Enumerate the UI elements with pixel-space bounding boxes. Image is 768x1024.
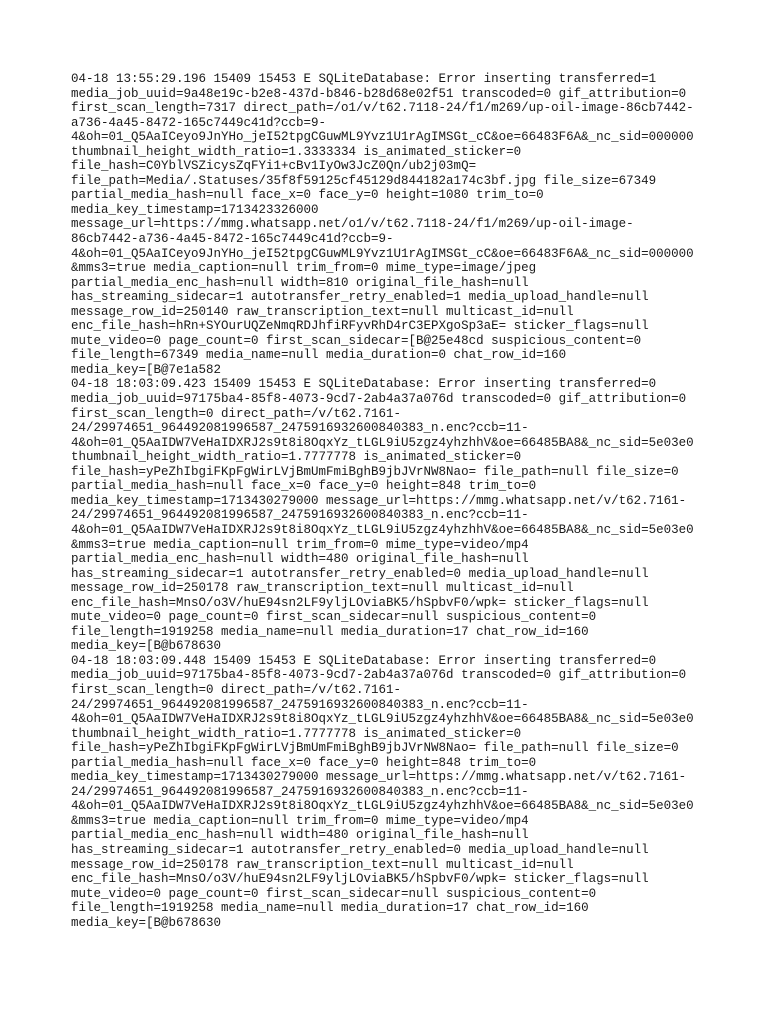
log-line: 24/29974651_964492081996587_2475916932600840383_n.enc?ccb=11- xyxy=(71,421,529,436)
log-line: file_length=67349 media_name=null media_duration=0 chat_row_id=160 xyxy=(71,348,567,363)
log-line: first_scan_length=0 direct_path=/v/t62.7161- xyxy=(71,682,402,697)
log-line: media_key_timestamp=1713430279000 message_url=https://mmg.whatsapp.net/v/t62.7161- xyxy=(71,493,687,508)
log-line: 4&oh=01_Q5AaICeyo9JnYHo_jeI52tpgCGuwML9Yvz1U1rAgIMSGt_cC&oe=66483F6A&_nc_sid=000000 xyxy=(71,246,694,261)
log-line: thumbnail_height_width_ratio=1.3333334 is_animated_sticker=0 xyxy=(71,144,522,159)
log-line: thumbnail_height_width_ratio=1.7777778 is_animated_sticker=0 xyxy=(71,726,522,741)
log-line: 4&oh=01_Q5AaIDW7VeHaIDXRJ2s9t8i8OqxYz_tLGL9iU5zgz4yhzhhV&oe=66485BA8&_nc_sid=5e03e0 xyxy=(71,799,694,814)
log-line: file_hash=yPeZhIbgiFKpFgWirLVjBmUmFmiBghB9jbJVrNW8Nao= file_path=null file_size=0 xyxy=(71,741,679,756)
log-line: partial_media_enc_hash=null width=810 original_file_hash=null xyxy=(71,275,529,290)
log-line: media_key=[B@b678630 xyxy=(71,639,222,654)
log-line: message_row_id=250178 raw_transcription_text=null multicast_id=null xyxy=(71,857,574,872)
log-line: message_row_id=250140 raw_transcription_text=null multicast_id=null xyxy=(71,304,574,319)
log-line: 86cb7442-a736-4a45-8472-165c7449c41d?ccb=9- xyxy=(71,232,394,247)
log-line: &mms3=true media_caption=null trim_from=0 mime_type=image/jpeg xyxy=(71,261,537,276)
log-line: media_job_uuid=97175ba4-85f8-4073-9cd7-2ab4a37a076d transcoded=0 gif_attribution=0 xyxy=(71,668,687,683)
log-line: media_key=[B@b678630 xyxy=(71,915,222,930)
log-line: partial_media_hash=null face_x=0 face_y=0 height=1080 trim_to=0 xyxy=(71,188,544,203)
log-line: &mms3=true media_caption=null trim_from=0 mime_type=video/mp4 xyxy=(71,813,529,828)
log-line: enc_file_hash=hRn+SYOurUQZeNmqRDJhfiRFyvRhD4rC3EPXgoSp3aE= sticker_flags=null xyxy=(71,319,649,334)
log-line: thumbnail_height_width_ratio=1.7777778 is_animated_sticker=0 xyxy=(71,450,522,465)
log-line: 24/29974651_964492081996587_2475916932600840383_n.enc?ccb=11- xyxy=(71,697,529,712)
log-line: media_key=[B@7e1a582 xyxy=(71,362,222,377)
log-line: 04-18 13:55:29.196 15409 15453 E SQLiteDatabase: Error inserting transferred=1 xyxy=(71,72,657,86)
log-line: media_key_timestamp=1713423326000 xyxy=(71,202,319,217)
log-line: &mms3=true media_caption=null trim_from=0 mime_type=video/mp4 xyxy=(71,537,529,552)
log-line: 4&oh=01_Q5AaICeyo9JnYHo_jeI52tpgCGuwML9Yvz1U1rAgIMSGt_cC&oe=66483F6A&_nc_sid=000000 xyxy=(71,130,694,145)
log-line: enc_file_hash=MnsO/o3V/huE94sn2LF9yljLOviaBK5/hSpbvF0/wpk= sticker_flags=null xyxy=(71,595,649,610)
log-line: first_scan_length=7317 direct_path=/o1/v/t62.7118-24/f1/m269/up-oil-image-86cb7442- xyxy=(71,101,694,116)
log-document xyxy=(71,72,761,930)
log-line: mute_video=0 page_count=0 first_scan_sidecar=null suspicious_content=0 xyxy=(71,886,597,901)
log-line: message_row_id=250178 raw_transcription_text=null multicast_id=null xyxy=(71,581,574,596)
log-line: file_path=Media/.Statuses/35f8f59125cf45129d844182a174c3bf.jpg file_size=67349 xyxy=(71,173,657,188)
log-line: file_hash=yPeZhIbgiFKpFgWirLVjBmUmFmiBghB9jbJVrNW8Nao= file_path=null file_size=0 xyxy=(71,464,679,479)
log-line: 24/29974651_964492081996587_2475916932600840383_n.enc?ccb=11- xyxy=(71,508,529,523)
log-line: file_length=1919258 media_name=null media_duration=17 chat_row_id=160 xyxy=(71,901,589,916)
log-line: 24/29974651_964492081996587_2475916932600840383_n.enc?ccb=11- xyxy=(71,784,529,799)
log-line: first_scan_length=0 direct_path=/v/t62.7161- xyxy=(71,406,402,421)
log-line: has_streaming_sidecar=1 autotransfer_retry_enabled=0 media_upload_handle=null xyxy=(71,842,649,857)
log-line: partial_media_hash=null face_x=0 face_y=0 height=848 trim_to=0 xyxy=(71,479,537,494)
log-line: has_streaming_sidecar=1 autotransfer_retry_enabled=0 media_upload_handle=null xyxy=(71,566,649,581)
log-line: a736-4a45-8472-165c7449c41d?ccb=9- xyxy=(71,115,327,130)
log-line: media_key_timestamp=1713430279000 message_url=https://mmg.whatsapp.net/v/t62.7161- xyxy=(71,770,687,785)
log-line: partial_media_enc_hash=null width=480 original_file_hash=null xyxy=(71,552,529,567)
log-line: media_job_uuid=9a48e19c-b2e8-437d-b846-b28d68e02f51 transcoded=0 gif_attribution=0 xyxy=(71,86,687,101)
log-line: partial_media_enc_hash=null width=480 original_file_hash=null xyxy=(71,828,529,843)
log-line: 4&oh=01_Q5AaIDW7VeHaIDXRJ2s9t8i8OqxYz_tLGL9iU5zgz4yhzhhV&oe=66485BA8&_nc_sid=5e03e0 xyxy=(71,712,694,727)
log-line: enc_file_hash=MnsO/o3V/huE94sn2LF9yljLOviaBK5/hSpbvF0/wpk= sticker_flags=null xyxy=(71,872,649,887)
log-line: 04-18 18:03:09.423 15409 15453 E SQLiteDatabase: Error inserting transferred=0 xyxy=(71,377,657,392)
log-line: 4&oh=01_Q5AaIDW7VeHaIDXRJ2s9t8i8OqxYz_tLGL9iU5zgz4yhzhhV&oe=66485BA8&_nc_sid=5e03e0 xyxy=(71,522,694,537)
log-line: mute_video=0 page_count=0 first_scan_sidecar=[B@25e48cd suspicious_content=0 xyxy=(71,333,642,348)
log-line: mute_video=0 page_count=0 first_scan_sidecar=null suspicious_content=0 xyxy=(71,610,597,625)
log-line: 04-18 18:03:09.448 15409 15453 E SQLiteDatabase: Error inserting transferred=0 xyxy=(71,653,657,668)
log-line: 4&oh=01_Q5AaIDW7VeHaIDXRJ2s9t8i8OqxYz_tLGL9iU5zgz4yhzhhV&oe=66485BA8&_nc_sid=5e03e0 xyxy=(71,435,694,450)
log-line: message_url=https://mmg.whatsapp.net/o1/v/t62.7118-24/f1/m269/up-oil-image- xyxy=(71,217,634,232)
log-line: media_job_uuid=97175ba4-85f8-4073-9cd7-2ab4a37a076d transcoded=0 gif_attribution=0 xyxy=(71,392,687,407)
log-line: file_hash=C0YblVSZicysZqFYi1+cBv1IyOw3JcZ0Qn/ub2j03mQ= xyxy=(71,159,477,174)
log-line: partial_media_hash=null face_x=0 face_y=0 height=848 trim_to=0 xyxy=(71,755,537,770)
log-line: has_streaming_sidecar=1 autotransfer_retry_enabled=1 media_upload_handle=null xyxy=(71,290,649,305)
log-line: file_length=1919258 media_name=null media_duration=17 chat_row_id=160 xyxy=(71,624,589,639)
